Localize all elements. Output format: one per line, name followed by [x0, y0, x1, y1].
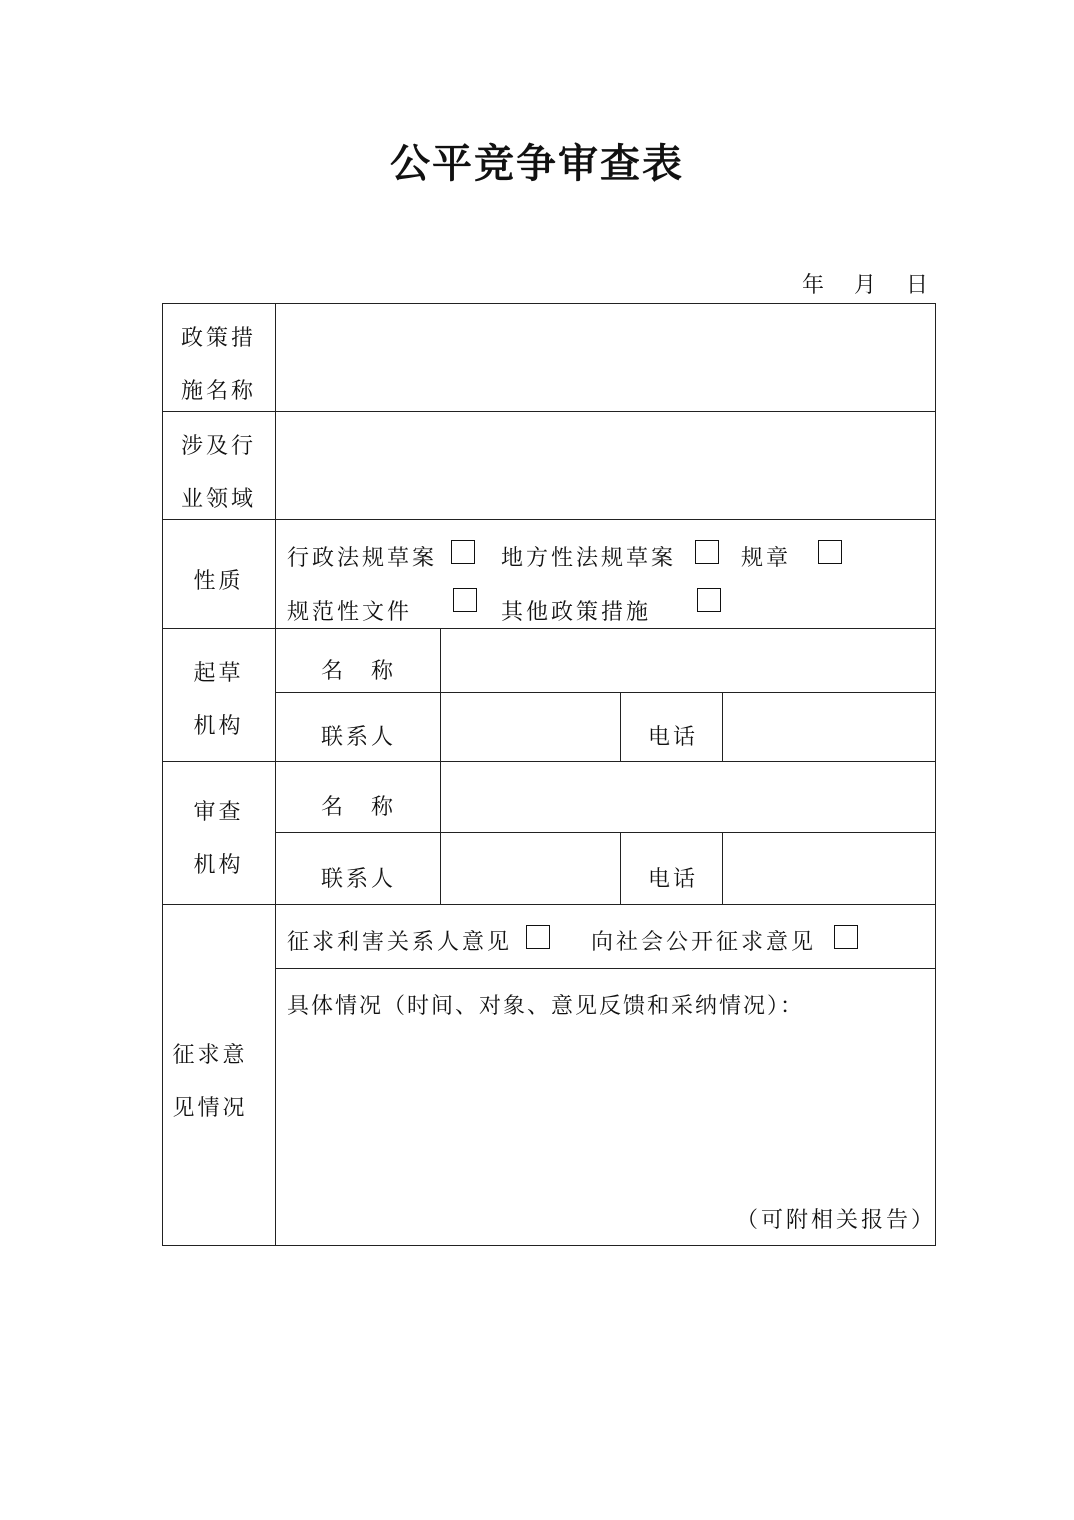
review-org-phone-field[interactable] [723, 833, 935, 904]
checkbox-other-policy-measures[interactable] [697, 588, 721, 612]
drafting-org-label: 起草 机构 [193, 661, 244, 739]
review-org-label: 审查 机构 [193, 800, 244, 878]
sub-column-divider [620, 692, 621, 761]
sub-row-divider [275, 968, 936, 969]
review-org-name-label: 名 称 [321, 795, 397, 820]
checkbox-local-regulation-draft[interactable] [695, 540, 719, 564]
review-org-contact-field[interactable] [441, 833, 620, 904]
page-title: 公平竞争审查表 [390, 140, 684, 187]
consultation-label: 征求意 见情况 [172, 1043, 248, 1121]
option-stakeholder-consultation: 征求利害关系人意见 [287, 930, 513, 955]
checkbox-rules[interactable] [818, 540, 842, 564]
row-divider [162, 519, 936, 520]
option-administrative-regulation-draft: 行政法规草案 [287, 546, 438, 571]
attach-report-note: （可附相关报告） [736, 1208, 937, 1233]
option-public-consultation: 向社会公开征求意见 [591, 930, 817, 955]
row-divider [162, 904, 936, 905]
option-local-regulation-draft: 地方性法规草案 [501, 546, 677, 571]
policy-name-field[interactable] [276, 304, 935, 411]
date-year: 年 [802, 273, 825, 298]
option-other-policy-measures: 其他政策措施 [501, 600, 652, 625]
drafting-org-phone-label: 电话 [648, 725, 699, 750]
consultation-details-field[interactable] [276, 1030, 935, 1195]
drafting-org-contact-label: 联系人 [321, 725, 397, 750]
date-month: 月 [854, 273, 877, 298]
consultation-details-label: 具体情况（时间、对象、意见反馈和采纳情况）： [287, 994, 805, 1019]
drafting-org-name-label: 名 称 [321, 659, 397, 684]
checkbox-administrative-regulation-draft[interactable] [451, 540, 475, 564]
drafting-org-name-field[interactable] [441, 629, 935, 692]
review-org-phone-label: 电话 [648, 867, 699, 892]
checkbox-normative-document[interactable] [453, 588, 477, 612]
drafting-org-phone-field[interactable] [723, 693, 935, 761]
checkbox-public-consultation[interactable] [834, 925, 858, 949]
industry-label: 涉及行 业领域 [180, 434, 256, 512]
industry-field[interactable] [276, 412, 935, 519]
drafting-org-contact-field[interactable] [441, 693, 620, 761]
policy-name-label: 政策措 施名称 [180, 326, 256, 404]
date-day: 日 [906, 273, 929, 298]
review-org-contact-label: 联系人 [321, 867, 397, 892]
sub-column-divider [620, 832, 621, 904]
option-rules: 规章 [741, 546, 792, 571]
checkbox-stakeholder-consultation[interactable] [526, 925, 550, 949]
review-org-name-field[interactable] [441, 762, 935, 832]
option-normative-document: 规范性文件 [287, 600, 413, 625]
nature-label: 性质 [193, 569, 244, 594]
